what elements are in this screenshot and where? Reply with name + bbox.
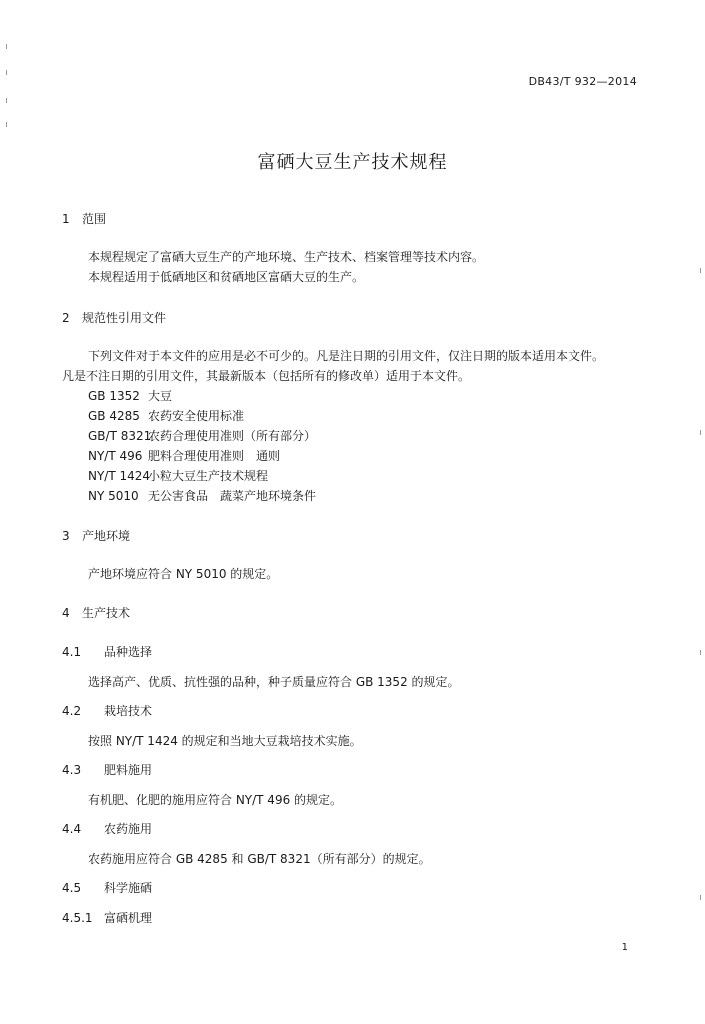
subsection-heading [62,820,152,837]
paragraph: 下列文件对于本文件的应用是必不可少的。凡是注日期的引用文件，仅注日期的版本适用本文件。 [88,349,605,363]
reference-item [88,447,280,464]
reference-code: NY/T 1424 [88,469,151,483]
paragraph: 选择高产、优质、抗性强的品种，种子质量应符合 GB 1352 的规定。 [88,675,460,689]
reference-code: GB 4285 [88,409,140,423]
subsection-title: 富硒机理 [104,911,153,925]
subsection-number: 4.1 [62,645,82,659]
reference-code: GB/T 8321 [88,429,152,443]
reference-name: 无公害食品 蔬菜产地环境条件 [148,489,317,503]
reference-item [88,487,316,504]
reference-code: NY 5010 [88,489,139,503]
reference-name: 农药安全使用标准 [148,409,245,423]
subsection-heading [62,761,152,778]
reference-code: GB 1352 [88,389,140,403]
reference-name: 肥料合理使用准则 通则 [148,449,281,463]
paragraph: 本规程适用于低硒地区和贫硒地区富硒大豆的生产。 [88,270,365,284]
subsection-number: 4.5 [62,881,82,895]
scan-mark [700,895,701,900]
reference-code: NY/T 496 [88,449,143,463]
paragraph: 本规程规定了富硒大豆生产的产地环境、生产技术、档案管理等技术内容。 [88,250,485,264]
page-title: 富硒大豆生产技术规程 [257,152,448,173]
subsection-title: 科学施硒 [104,881,153,895]
reference-name: 大豆 [148,389,173,403]
section-title: 范围 [82,212,107,226]
reference-item [88,467,268,484]
subsection-number: 4.3 [62,763,82,777]
subsection-title: 品种选择 [104,645,153,659]
section-2-heading [62,309,166,326]
subsection-heading [62,879,152,896]
subsection-number: 4.5.1 [62,911,93,925]
scan-mark [700,430,701,435]
section-title: 产地环境 [82,529,131,543]
subsection-heading [62,702,152,719]
section-number: 3 [62,529,70,543]
paragraph: 农药施用应符合 GB 4285 和 GB/T 8321（所有部分）的规定。 [88,852,431,866]
section-number: 2 [62,311,70,325]
subsection-title: 栽培技术 [104,704,153,718]
paragraph: 有机肥、化肥的施用应符合 NY/T 496 的规定。 [88,793,343,807]
subsection-number: 4.4 [62,822,82,836]
reference-name: 小粒大豆生产技术规程 [148,469,269,483]
paragraph: 按照 NY/T 1424 的规定和当地大豆栽培技术实施。 [88,734,362,748]
subsection-number: 4.2 [62,704,82,718]
reference-item [88,387,172,404]
scan-mark [700,650,701,655]
subsection-title: 肥料施用 [104,763,153,777]
subsection-heading [62,643,152,660]
section-title: 规范性引用文件 [82,311,167,325]
scan-mark [700,268,701,273]
section-1-heading [62,210,106,227]
page-number: 1 [621,942,628,953]
section-4-heading [62,604,130,621]
section-number: 4 [62,606,70,620]
reference-name: 农药合理使用准则（所有部分） [148,429,317,443]
subsection-title: 农药施用 [104,822,153,836]
scan-mark [6,122,7,127]
section-title: 生产技术 [82,606,131,620]
scan-mark [6,44,7,49]
document-code: DB43/T 932—2014 [528,75,637,88]
reference-item [88,427,316,444]
paragraph: 凡是不注日期的引用文件，其最新版本（包括所有的修改单）适用于本文件。 [62,369,471,383]
paragraph: 产地环境应符合 NY 5010 的规定。 [88,567,279,581]
subsection-heading [62,909,152,926]
section-3-heading [62,527,130,544]
scan-mark [6,70,7,75]
section-number: 1 [62,212,70,226]
scan-mark [6,98,7,103]
reference-item [88,407,244,424]
